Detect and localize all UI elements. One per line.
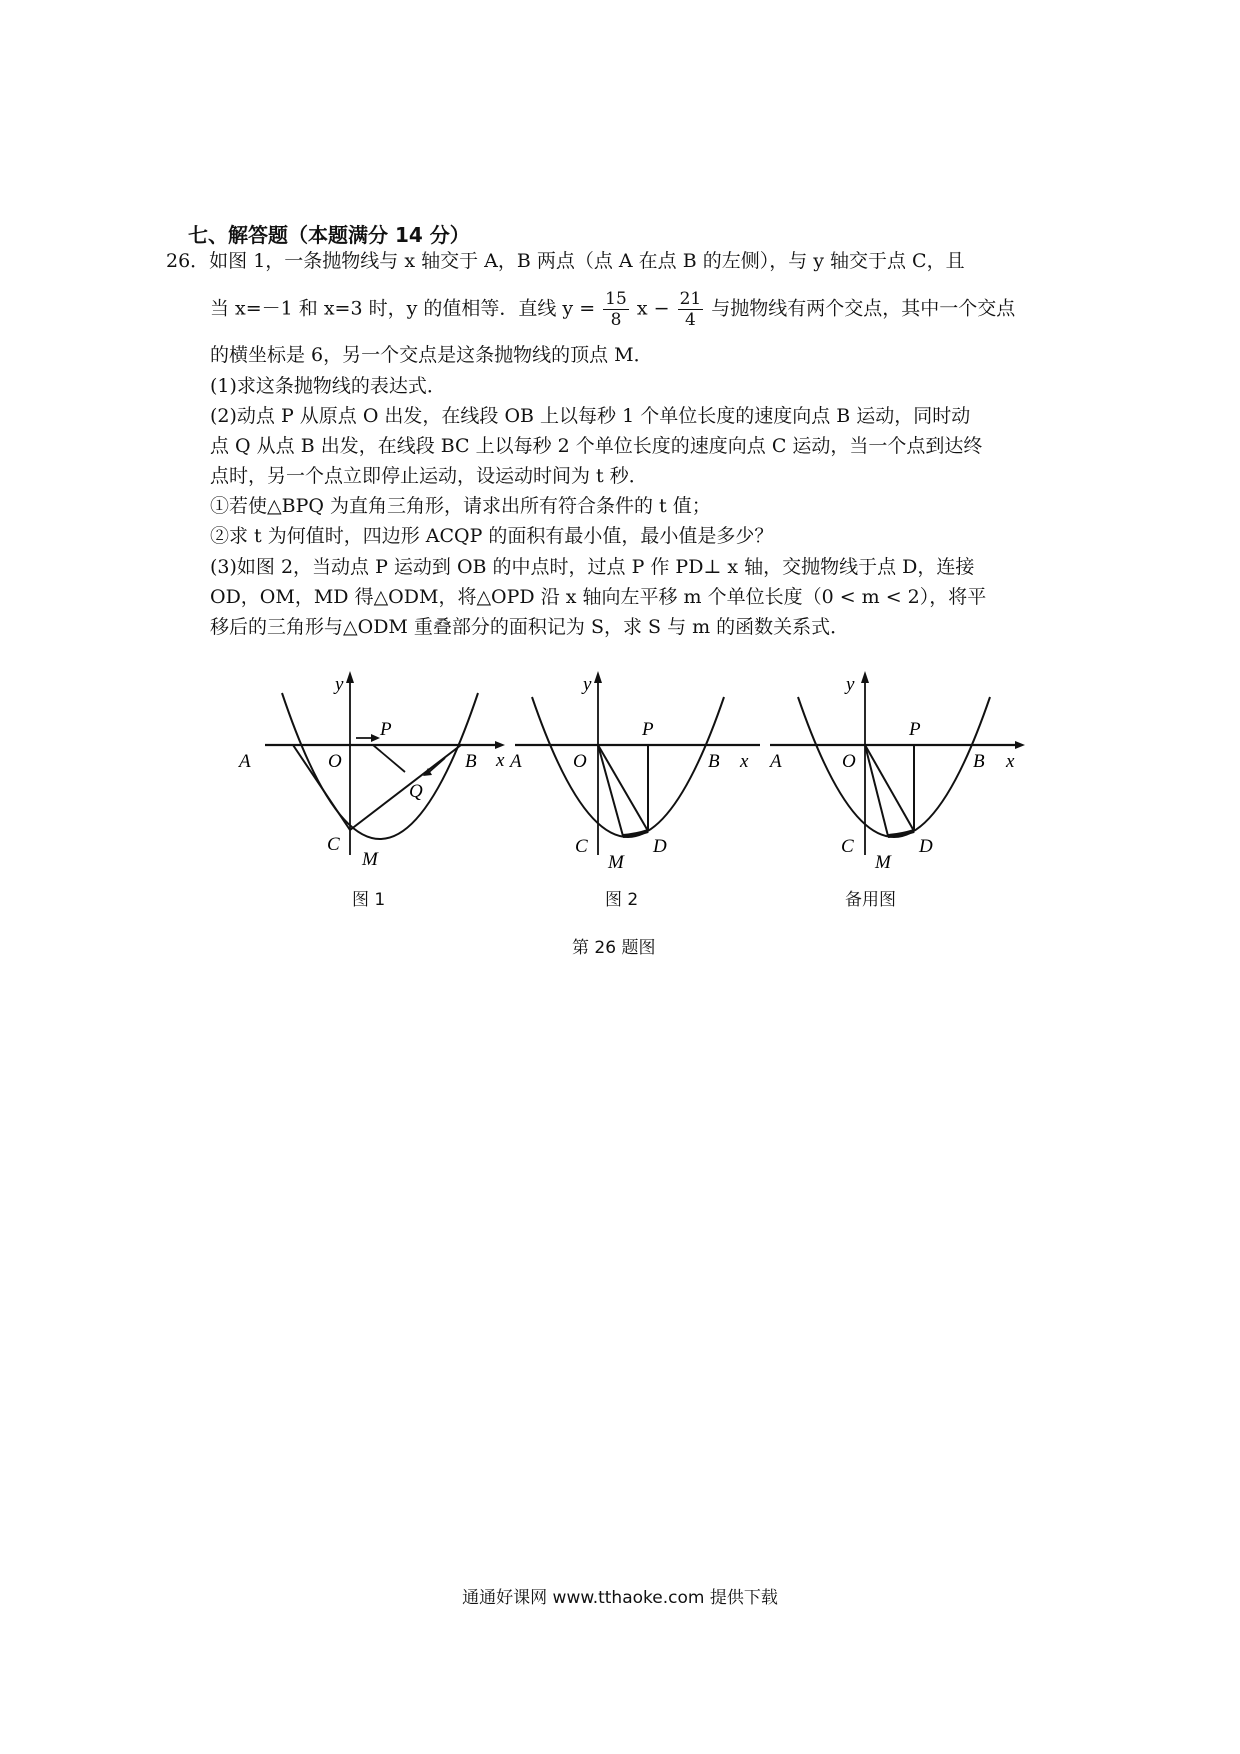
problem-line-2-pre: 当 x=－1 和 x=3 时，y 的值相等．直线 y = — [210, 297, 596, 320]
fraction-numerator: 21 — [679, 289, 702, 309]
label-y: y — [846, 674, 855, 695]
label-C: C — [841, 836, 854, 857]
label-C: C — [327, 834, 340, 855]
question-2-line-1: (2)动点 P 从原点 O 出发，在线段 OB 上以每秒 1 个单位长度的速度向点 B 运动，同时动 — [210, 405, 971, 427]
label-B: B — [708, 751, 720, 772]
caption-figure-2: 图 2 — [605, 890, 639, 910]
label-M: M — [608, 852, 624, 873]
figure-1 — [239, 665, 510, 895]
x-axis-arrow — [495, 741, 505, 749]
question-2-part-b: ②求 t 为何值时，四边形 ACQP 的面积有最小值，最小值是多少？ — [210, 525, 774, 547]
x-axis-arrow — [1015, 741, 1025, 749]
figure-group-caption: 第 26 题图 — [572, 938, 656, 958]
segment-OD — [865, 745, 914, 831]
segment-OD — [598, 745, 648, 831]
segment-OM — [865, 745, 888, 836]
label-A: A — [770, 751, 782, 772]
label-C: C — [575, 836, 588, 857]
label-A: A — [239, 751, 251, 772]
y-axis-arrow — [861, 671, 869, 683]
problem-line-2-mid: x − — [636, 297, 670, 320]
question-3-line-1: (3)如图 2，当动点 P 运动到 OB 的中点时，过点 P 作 PD⊥ x 轴，交抛物线于点 D，连接 — [210, 556, 975, 578]
problem-line-2-post: 与抛物线有两个交点，其中一个交点 — [711, 297, 1016, 320]
question-2-line-3: 点时，另一个点立即停止运动，设运动时间为 t 秒． — [210, 465, 648, 487]
parabola — [798, 697, 990, 837]
fraction-21-4 — [678, 289, 704, 330]
label-y: y — [583, 674, 592, 695]
label-B: B — [973, 751, 985, 772]
fraction-denominator: 8 — [610, 310, 622, 330]
y-axis-arrow — [346, 671, 354, 683]
label-D: D — [919, 836, 933, 857]
question-1: (1)求这条抛物线的表达式． — [210, 375, 446, 397]
figure-spare — [770, 665, 1030, 895]
segment-MD — [888, 831, 914, 836]
label-M: M — [362, 849, 378, 870]
segment-OM — [598, 745, 623, 836]
arrow-Q-shaft — [428, 758, 445, 773]
label-O: O — [842, 751, 856, 772]
parabola — [532, 697, 724, 837]
problem-line-3: 的横坐标是 6，另一个交点是这条抛物线的顶点 M． — [210, 344, 653, 366]
label-A: A — [510, 751, 522, 772]
question-3-line-3: 移后的三角形与△ODM 重叠部分的面积记为 S，求 S 与 m 的函数关系式． — [210, 616, 850, 638]
segment-PQ — [373, 745, 405, 772]
label-O: O — [328, 751, 342, 772]
question-2-part-a: ①若使△BPQ 为直角三角形，请求出所有符合条件的 t 值； — [210, 495, 711, 517]
figure-2 — [510, 665, 770, 895]
problem-line-2 — [210, 289, 1015, 330]
parabola — [282, 693, 478, 839]
problem-line-1: 26．如图 1，一条抛物线与 x 轴交于 A，B 两点（点 A 在点 B 的左侧），与 y 轴交于点 C，且 — [166, 250, 965, 272]
label-O: O — [573, 751, 587, 772]
label-P: P — [642, 719, 654, 740]
fraction-denominator: 4 — [685, 310, 696, 330]
label-Q: Q — [409, 781, 423, 802]
caption-figure-spare: 备用图 — [845, 890, 896, 910]
caption-figure-1: 图 1 — [352, 890, 386, 910]
footer-source: 通通好课网 www.tthaoke.com 提供下载 — [462, 1588, 778, 1608]
label-M: M — [875, 852, 891, 873]
label-D: D — [653, 836, 667, 857]
arrow-P-head — [371, 734, 380, 742]
y-axis-arrow — [594, 671, 602, 683]
label-x: x — [1006, 751, 1015, 772]
label-P: P — [909, 719, 921, 740]
question-3-line-2: OD，OM，MD 得△ODM，将△OPD 沿 x 轴向左平移 m 个单位长度（0 < m < 2），将平 — [210, 586, 987, 608]
section-heading: 七、解答题（本题满分 14 分） — [188, 223, 470, 247]
label-P: P — [380, 719, 392, 740]
fraction-numerator: 15 — [605, 289, 627, 309]
label-x: x — [740, 751, 749, 772]
segment-MD — [623, 831, 648, 836]
label-y: y — [335, 674, 344, 695]
label-x: x — [496, 750, 505, 771]
fraction-15-8 — [603, 289, 629, 330]
question-2-line-2: 点 Q 从点 B 出发，在线段 BC 上以每秒 2 个单位长度的速度向点 C 运动，当一个点到达终 — [210, 435, 983, 457]
label-B: B — [465, 751, 477, 772]
